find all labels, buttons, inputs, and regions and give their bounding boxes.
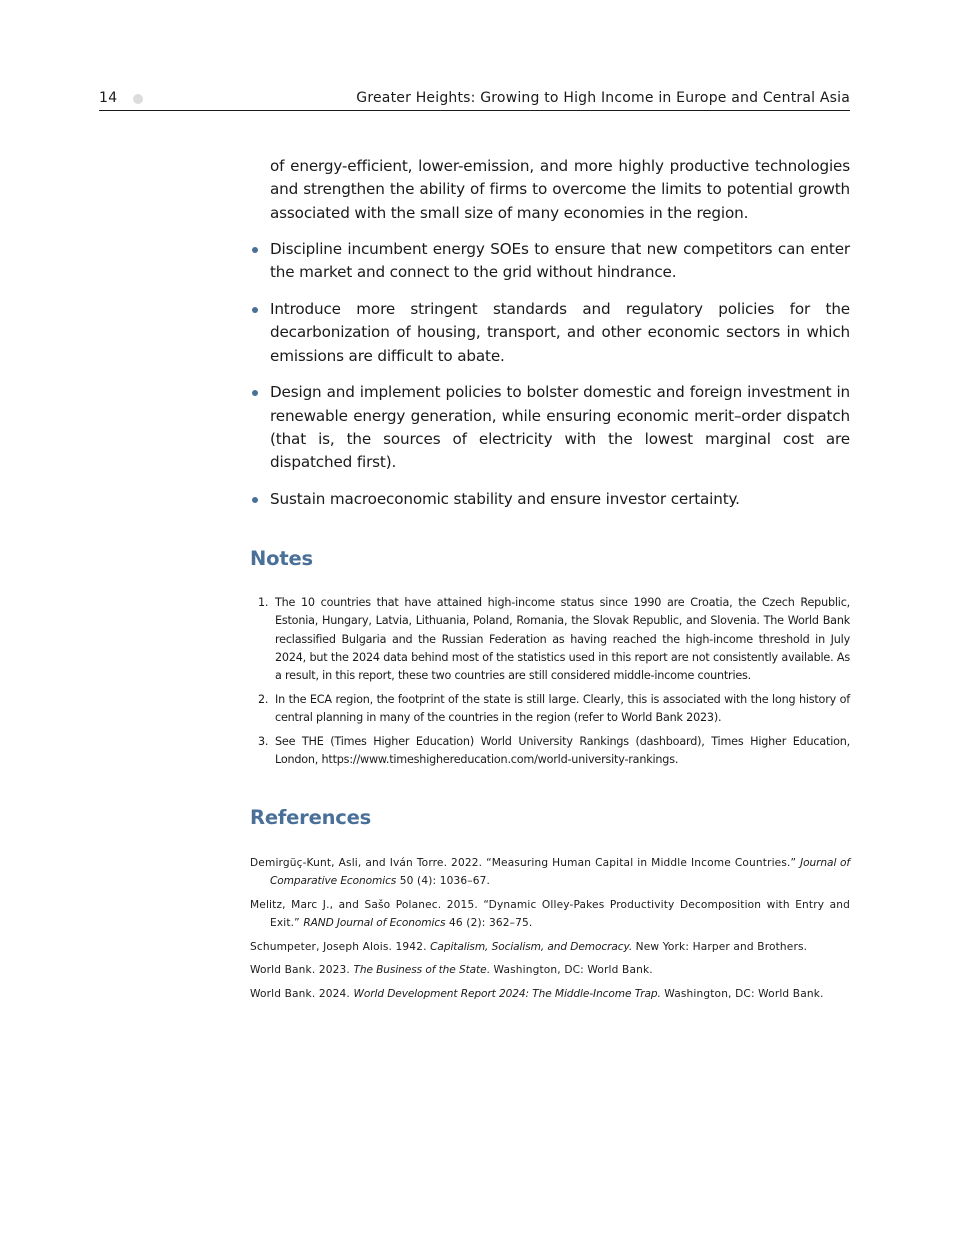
bullet-item [250,298,850,368]
running-title: Greater Heights: Growing to High Income in Europe and Central Asia [356,90,850,106]
references-heading: References [250,806,372,829]
reference-authors: Demirgüç-Kunt, Asli, and Iván Torre. 2022. “Measuring Human Capital in Middle Income Countries.” [250,857,801,869]
note-text: The 10 countries that have attained high-income status since 1990 are Croatia, the Czech Republic, Estonia, Hungary, Latvia, Lithuania, Poland, Romania, the Slovak Republic, and Slovenia. The World Bank reclassified Bulgaria and the Russian Federation as having reached the high-income threshold in July 2024, but the 2024 data behind most of the statistics used in this report are not consistently available. As a result, in this report, these two countries are still considered middle-income countries. [275,596,850,683]
bullet-item [250,238,850,285]
page-header [99,88,850,111]
note-item [250,733,850,770]
note-text: See THE (Times Higher Education) World University Rankings (dashboard), Times Higher Education, London, https://www.timeshighereducation.com/world-university-rankings. [275,735,850,767]
reference-source: World Development Report 2024: The Middle-Income Trap. [353,987,661,1000]
note-number: 1. [258,596,269,609]
note-item [250,691,850,728]
bullet-text: Discipline incumbent energy SOEs to ensure that new competitors can enter the market and connect to the grid without hindrance. [270,240,850,282]
reference-source: Journal of Comparative Economics [270,857,851,888]
note-number: 2. [258,692,269,706]
reference-details: 50 (4): 1036–67. [396,875,491,888]
bullet-text: Sustain macroeconomic stability and ensure investor certainty. [270,490,740,509]
page-dot-icon [133,94,143,104]
references-list [250,854,850,1008]
bullet-text: Design and implement policies to bolster domestic and foreign investment in renewable energy generation, while ensuring economic merit–order dispatch (that is, the sources of electricity with the lowest marginal cost are dispatched first). [270,383,850,472]
bullet-item [250,488,850,511]
continuation-paragraph: of energy-efficient, lower-emission, and more highly productive technologies and strengthen the ability of firms to overcome the limits to potential growth associated with the small size of many economies in the region. [270,157,850,222]
reference-item [250,854,850,891]
notes-list [250,594,850,775]
note-text: In the ECA region, the footprint of the state is still large. Clearly, this is associated with the long history of central planning in many of the countries in the region (refer to World Bank 2023). [275,692,850,725]
reference-authors: Melitz, Marc J., and Sašo Polanec. 2015. “Dynamic Olley-Pakes Productivity Decomposition with Entry and Exit.” [250,898,850,930]
page-number: 14 [99,90,118,106]
reference-source: RAND Journal of Economics [303,917,446,930]
reference-details: Washington, DC: World Bank. [660,987,824,1000]
reference-details: . Washington, DC: World Bank. [486,964,653,977]
reference-authors: Schumpeter, Joseph Alois. 1942. [250,940,431,953]
note-number: 3. [258,735,269,749]
bullet-item [250,381,850,474]
policy-bullet-list [250,238,850,525]
reference-details: 46 (2): 362–75. [445,917,533,930]
reference-item [250,985,850,1003]
reference-source: The Business of the State [353,964,487,977]
bullet-icon [252,390,258,396]
note-item [250,594,850,685]
bullet-icon [252,497,258,503]
bullet-text: Introduce more stringent standards and regulatory policies for the decarbonization of housing, transport, and other economic sectors in which emissions are difficult to abate. [270,300,850,365]
bullet-icon [252,247,258,253]
reference-source: Capitalism, Socialism, and Democracy. [430,940,633,953]
reference-item [250,961,850,979]
reference-item [250,938,850,956]
notes-heading: Notes [250,547,313,570]
reference-authors: World Bank. 2023. [250,964,354,977]
bullet-icon [252,307,258,313]
reference-details: New York: Harper and Brothers. [632,940,808,953]
reference-authors: World Bank. 2024. [250,987,354,1000]
reference-item [250,896,850,933]
